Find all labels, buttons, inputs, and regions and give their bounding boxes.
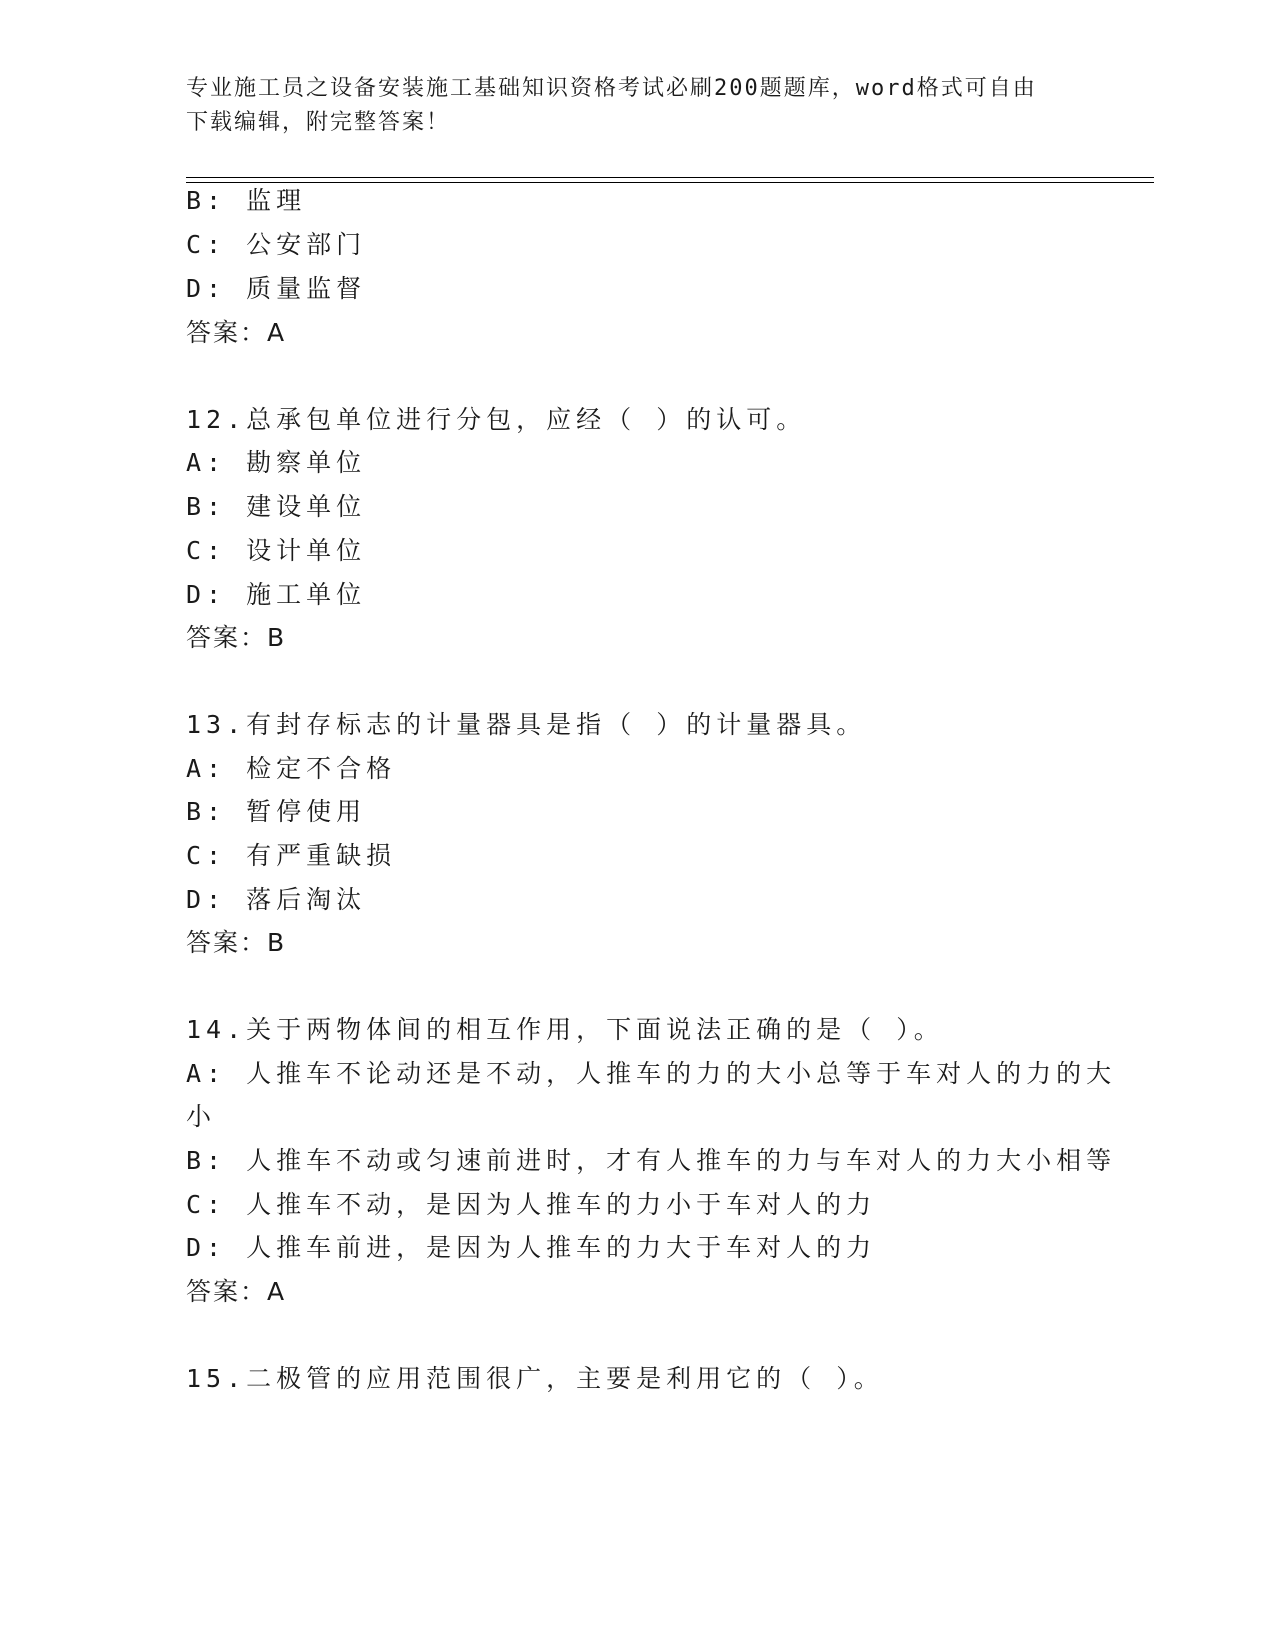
q12-option-c: C: 设计单位: [186, 536, 367, 565]
q13-answer: 答案：B: [186, 928, 287, 957]
q13-stem: 13.有封存标志的计量器具是指（ ）的计量器具。: [186, 710, 867, 739]
q11-option-d: D: 质量监督: [186, 274, 367, 303]
q12-option-d: D: 施工单位: [186, 580, 367, 609]
q14-option-a: A: 人推车不论动还是不动，人推车的力的大小总等于车对人的力的大: [186, 1059, 1117, 1088]
q14-option-c: C: 人推车不动，是因为人推车的力小于车对人的力: [186, 1190, 877, 1219]
header-title-line-2: 下载编辑，附完整答案！: [186, 110, 451, 135]
q12-stem: 12.总承包单位进行分包，应经（ ）的认可。: [186, 405, 807, 434]
header-title-line-1: 专业施工员之设备安装施工基础知识资格考试必刷200题题库，word格式可自由: [186, 76, 1037, 101]
q13-option-b: B: 暂停使用: [186, 797, 367, 826]
q12-answer: 答案：B: [186, 623, 287, 652]
q11-answer: 答案：A: [186, 318, 287, 347]
q12-option-a: A: 勘察单位: [186, 448, 367, 477]
q13-option-d: D: 落后淘汰: [186, 885, 367, 914]
header-divider-top: [186, 177, 1154, 178]
q11-option-c: C: 公安部门: [186, 230, 367, 259]
q14-option-b: B: 人推车不动或匀速前进时，才有人推车的力与车对人的力大小相等: [186, 1146, 1117, 1175]
q14-option-a-continued: 小: [186, 1102, 217, 1131]
q15-stem: 15.二极管的应用范围很广，主要是利用它的（ ）。: [186, 1364, 884, 1393]
document-header: [186, 72, 1066, 140]
header-divider-bottom: [186, 182, 1154, 183]
q14-stem: 14.关于两物体间的相互作用，下面说法正确的是（ ）。: [186, 1015, 944, 1044]
q12-option-b: B: 建设单位: [186, 492, 367, 521]
q13-option-a: A: 检定不合格: [186, 754, 397, 783]
q14-answer: 答案：A: [186, 1277, 287, 1306]
q11-option-b: B: 监理: [186, 186, 307, 215]
q13-option-c: C: 有严重缺损: [186, 841, 397, 870]
q14-option-d: D: 人推车前进，是因为人推车的力大于车对人的力: [186, 1233, 877, 1262]
